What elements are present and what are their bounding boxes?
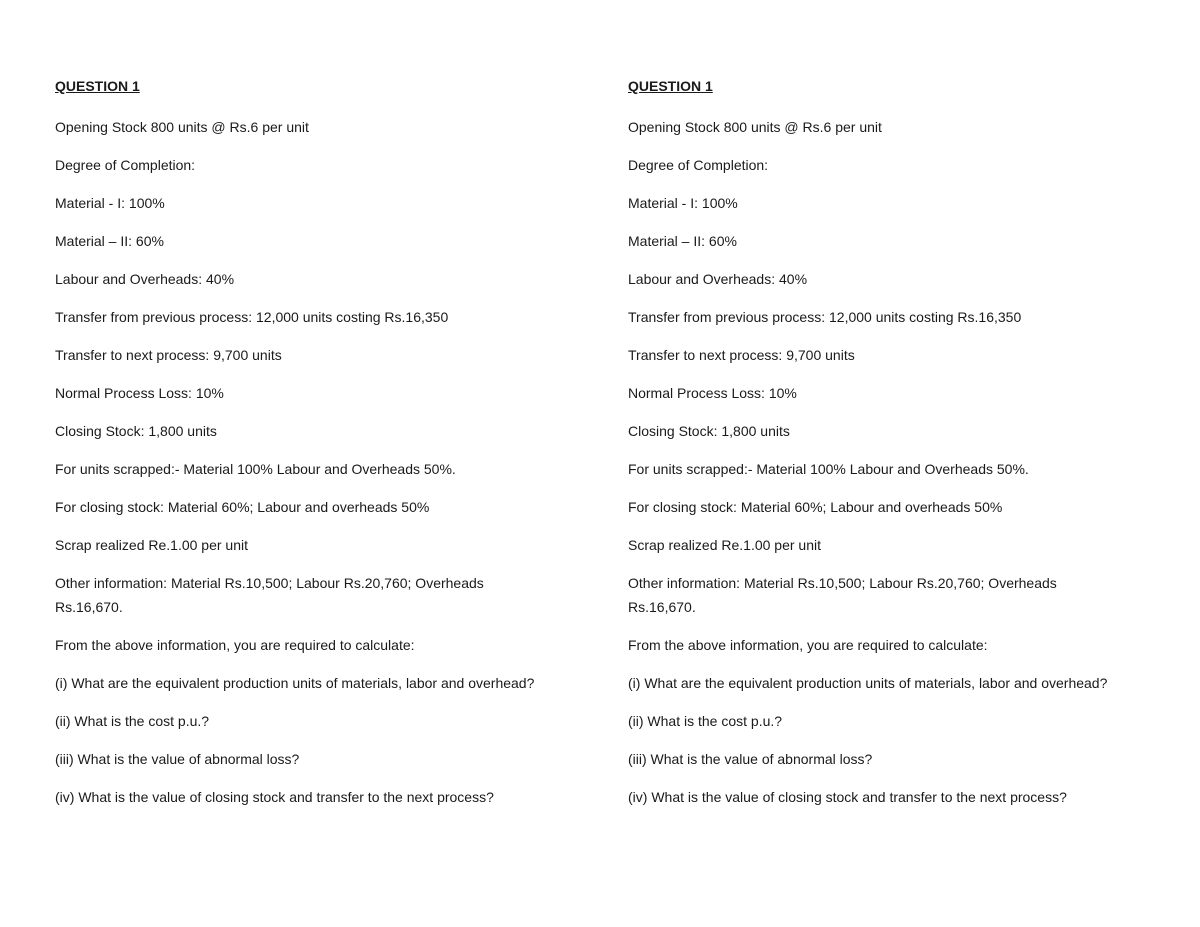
required-intro-line: From the above information, you are required to calculate: — [628, 637, 988, 653]
question-iii-line: (iii) What is the value of abnormal loss? — [55, 751, 300, 767]
material-1-line: Material - I: 100% — [55, 195, 165, 211]
material-2-line: Material – II: 60% — [628, 233, 737, 249]
opening-stock-line: Opening Stock 800 units @ Rs.6 per unit — [628, 119, 882, 135]
other-information-line: Other information: Material Rs.10,500; Labour Rs.20,760; Overheads Rs.16,670. — [55, 575, 484, 615]
question-iv-line: (iv) What is the value of closing stock and transfer to the next process? — [55, 789, 494, 805]
question-iv-line: (iv) What is the value of closing stock and transfer to the next process? — [628, 789, 1067, 805]
required-intro-line: From the above information, you are required to calculate: — [55, 637, 415, 653]
question-i-line: (i) What are the equivalent production units of materials, labor and overhead? — [55, 675, 535, 691]
transfer-from-line: Transfer from previous process: 12,000 units costing Rs.16,350 — [628, 309, 1022, 325]
transfer-to-line: Transfer to next process: 9,700 units — [628, 347, 855, 363]
opening-stock-line: Opening Stock 800 units @ Rs.6 per unit — [55, 119, 309, 135]
scrap-realized-line: Scrap realized Re.1.00 per unit — [628, 537, 821, 553]
normal-loss-line: Normal Process Loss: 10% — [628, 385, 797, 401]
question-iii-line: (iii) What is the value of abnormal loss? — [628, 751, 873, 767]
closing-stock-line: Closing Stock: 1,800 units — [628, 423, 790, 439]
units-scrapped-line: For units scrapped:- Material 100% Labour and Overheads 50%. — [55, 461, 456, 477]
degree-of-completion-line: Degree of Completion: — [628, 157, 769, 173]
units-scrapped-line: For units scrapped:- Material 100% Labour and Overheads 50%. — [628, 461, 1029, 477]
scrap-realized-line: Scrap realized Re.1.00 per unit — [55, 537, 248, 553]
degree-of-completion-line: Degree of Completion: — [55, 157, 196, 173]
material-1-line: Material - I: 100% — [628, 195, 738, 211]
labour-overheads-line: Labour and Overheads: 40% — [55, 271, 235, 287]
closing-stock-completion-line: For closing stock: Material 60%; Labour and overheads 50% — [55, 499, 430, 515]
material-2-line: Material – II: 60% — [55, 233, 164, 249]
other-information-line: Other information: Material Rs.10,500; Labour Rs.20,760; Overheads Rs.16,670. — [628, 575, 1057, 615]
transfer-from-line: Transfer from previous process: 12,000 units costing Rs.16,350 — [55, 309, 449, 325]
question-column-left — [55, 76, 545, 823]
question-ii-line: (ii) What is the cost p.u.? — [55, 713, 210, 729]
question-title: QUESTION 1 — [55, 78, 140, 94]
question-ii-line: (ii) What is the cost p.u.? — [628, 713, 783, 729]
question-i-line: (i) What are the equivalent production units of materials, labor and overhead? — [628, 675, 1108, 691]
normal-loss-line: Normal Process Loss: 10% — [55, 385, 224, 401]
closing-stock-line: Closing Stock: 1,800 units — [55, 423, 217, 439]
transfer-to-line: Transfer to next process: 9,700 units — [55, 347, 282, 363]
question-column-right — [628, 76, 1118, 823]
closing-stock-completion-line: For closing stock: Material 60%; Labour and overheads 50% — [628, 499, 1003, 515]
question-title: QUESTION 1 — [628, 78, 713, 94]
labour-overheads-line: Labour and Overheads: 40% — [628, 271, 808, 287]
